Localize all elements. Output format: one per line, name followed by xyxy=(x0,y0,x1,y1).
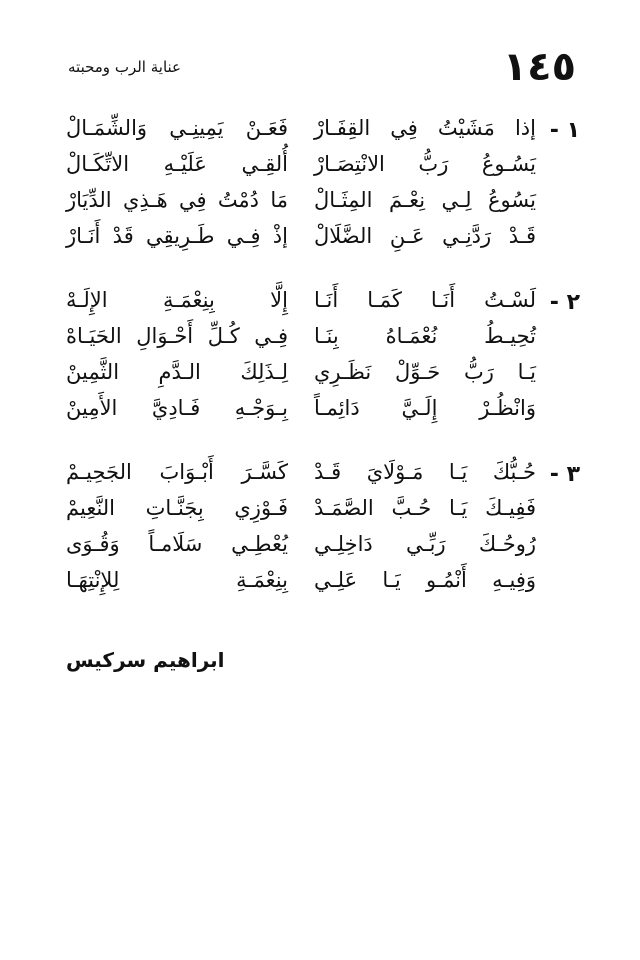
running-title: عناية الرب ومحبته xyxy=(68,58,181,76)
verse-line xyxy=(0,188,640,224)
hemistich-second: فَعَـنْ يَمِينِـي وَالشِّمَـالْ xyxy=(66,116,288,140)
page-header xyxy=(0,42,640,92)
verse-line xyxy=(0,288,640,324)
author-name: ابراهيم سركيس xyxy=(66,648,225,672)
hemistich-second: بِـوَجْـهِ فَـادِيَّ الأَمِينْ xyxy=(66,396,288,420)
hemistich-first: لَسْـتُ أَنَـا كَمَـا أَنَـا xyxy=(314,288,536,312)
hemistich-first: رُوحُـكَ رَبِّـي دَاخِلِـي xyxy=(314,532,536,556)
stanza-2 xyxy=(0,288,640,432)
verse-line xyxy=(0,396,640,432)
hemistich-first: يَسُـوعُ رَبُّ الانْتِصَـارْ xyxy=(314,152,536,176)
hemistich-first: فَفِيـكَ يَـا حُـبَّ الصَّمَـدْ xyxy=(314,496,536,520)
hemistich-second: فِـي كُـلِّ أَحْـوَالِ الحَيَـاهْ xyxy=(66,324,288,348)
hemistich-first: وَانْظُـرْ إِلَـيَّ دَائِمـاً xyxy=(314,396,536,420)
hemistich-second: إذْ فِـي طَـرِيقِي قَدْ أَنَـارْ xyxy=(66,224,288,248)
hemistich-second: أُلقِـي عَلَيْـهِ الاتِّكَـالْ xyxy=(66,152,288,176)
stanza-number: ٣ - xyxy=(549,462,580,487)
hemistich-second: بِنِعْمَـةِ لِلإِنْتِهَـا xyxy=(66,568,288,592)
stanza-number: ١ - xyxy=(549,118,580,143)
hemistich-second: لِـذَلِكَ الـدَّمِ الثَّمِينْ xyxy=(66,360,288,384)
page-number: ١٤٥ xyxy=(502,44,576,90)
hemistich-second: مَا دُمْتُ فِي هَـذِي الدِّيَارْ xyxy=(66,188,288,212)
verse-line xyxy=(0,324,640,360)
verse-line xyxy=(0,116,640,152)
hemistich-first: يَسُوعُ لِـي نِعْـمَ المِثَـالْ xyxy=(314,188,536,212)
verse-line xyxy=(0,224,640,260)
hemistich-first: إذا مَشَيْتُ فِي القِفَـارْ xyxy=(314,116,536,140)
hemistich-first: قَـدْ رَدَّنِـي عَـنِ الضَّلَالْ xyxy=(314,224,536,248)
verse-line xyxy=(0,360,640,396)
hemistich-first: يَـا رَبُّ حَـوِّلْ نَظَـرِي xyxy=(314,360,536,384)
hemistich-first: تُحِيـطُ نُعْمَـاهُ بِنَـا xyxy=(314,324,536,348)
verse-line xyxy=(0,532,640,568)
hemistich-second: كَسَّـرَ أَبْـوَابَ الجَحِيـمْ xyxy=(66,460,288,484)
verse-line xyxy=(0,568,640,604)
hemistich-first: وَفِيـهِ أَنْمُـو يَـا عَلِـي xyxy=(314,568,536,592)
hemistich-second: فَـوْزِي بِجَنَّـاتِ النَّعِيمْ xyxy=(66,496,288,520)
verse-line xyxy=(0,460,640,496)
stanza-number: ٢ - xyxy=(549,290,580,315)
hemistich-second: يُعْطِـي سَلَامـاً وَقُـوَى xyxy=(66,532,288,556)
verse-line xyxy=(0,496,640,532)
stanza-1 xyxy=(0,116,640,260)
stanza-3 xyxy=(0,460,640,604)
verse-line xyxy=(0,152,640,188)
hemistich-first: حُـبُّكَ يَـا مَـوْلَايَ قَـدْ xyxy=(314,460,536,484)
hemistich-second: إِلَّا بِنِعْمَـةِ الإِلَـهْ xyxy=(66,288,288,312)
